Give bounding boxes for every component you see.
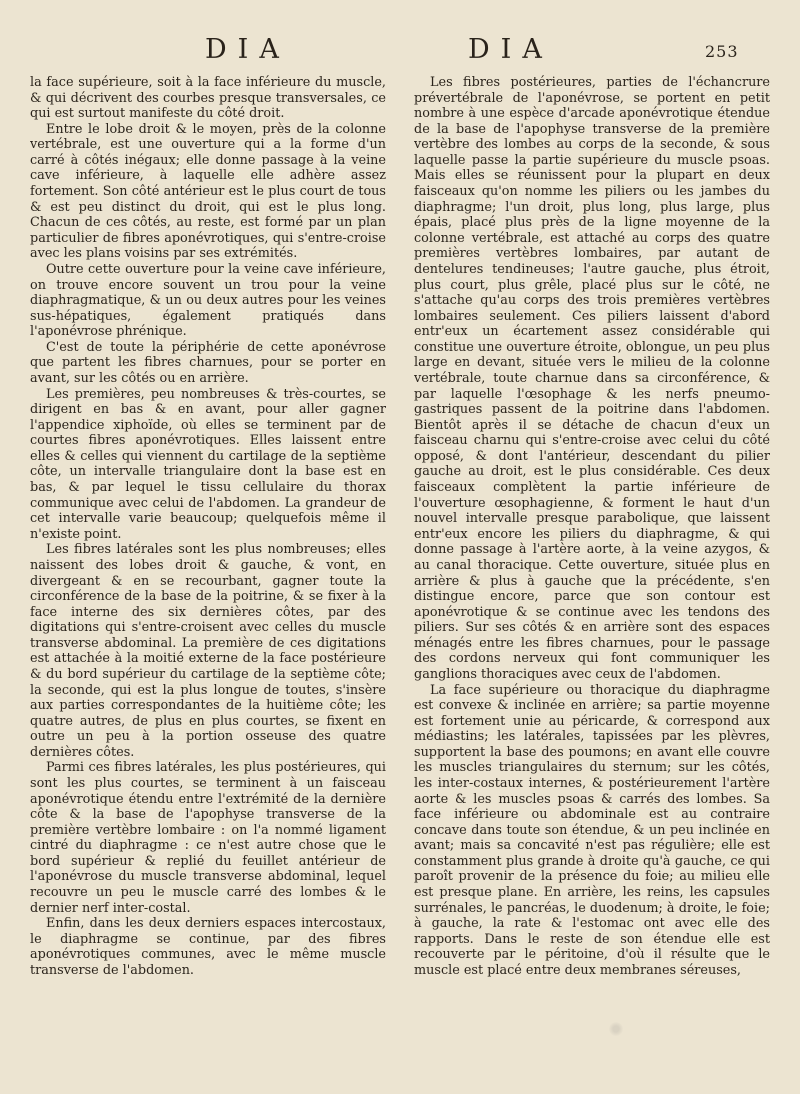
header-left-word: DIA	[205, 34, 290, 65]
running-header	[0, 34, 800, 64]
paragraph: Les premières, peu nombreuses & très-courtes, se dirigent en bas & en avant, pour aller gagner l'appendice xiphoïde, où elles se terminent par de courtes fibres aponévrotiques. Elles laissent entre elles & celles qui viennent du cartilage de la septième côte, un intervalle triangulaire dont la base est en bas, & par lequel le tissu cellulaire du thorax communique avec celui de l'abdomen. La grandeur de cet intervalle varie beaucoup; quelquefois même il n'existe point.	[30, 386, 386, 542]
paragraph: Les fibres postérieures, parties de l'échancrure prévertébrale de l'aponévrose, se portent en petit nombre à une espèce d'arcade aponévrotique étendue de la base de l'apophyse transverse de la première vertèbre des lombes au corps de la seconde, & sous laquelle passe la partie supérieure du muscle psoas. Mais elles se réunissent pour la plupart en deux faisceaux qu'on nomme les piliers ou les jambes du diaphragme; l'un droit, plus long, plus large, plus épais, placé plus près de la ligne moyenne de la colonne vertébrale, est attaché au corps des quatre premières vertèbres lombaires, par autant de dentelures tendineuses; l'autre gauche, plus étroit, plus court, plus grêle, placé plus sur le côté, ne s'attache qu'au corps des trois premières vertèbres lombaires seulement. Ces piliers laissent d'abord entr'eux un écartement assez considérable qui constitue une ouverture étroite, oblongue, un peu plus large en devant, située vers le milieu de la colonne vertébrale, toute charnue dans sa circonférence, & par laquelle l'œsophage & les nerfs pneumo-gastriques passent de la poitrine dans l'abdomen. Bientôt après il se détache de chacun d'eux un faisceau charnu qui s'entre-croise avec celui du côté opposé, & dont l'antérieur, descendant du pilier gauche au droit, est le plus considérable. Ces deux faisceaux complètent la partie inférieure de l'ouverture œsophagienne, & forment le haut d'un nouvel intervalle presque parabolique, que laissent entr'eux encore les piliers du diaphragme, & qui donne passage à l'artère aorte, à la veine azygos, & au canal thoracique. Cette ouverture, située plus en arrière & plus à gauche que la précédente, s'en distingue encore, parce que son contour est aponévrotique & se continue avec les tendons des piliers. Sur ses côtés & en arrière sont des espaces ménagés entre les fibres charnues, pour le passage des cordons nerveux qui font communiquer les ganglions thoraciques avec ceux de l'abdomen.	[414, 75, 770, 682]
paragraph: C'est de toute la périphérie de cette aponévrose que partent les fibres charnues, pour se porter en avant, sur les côtés ou en arrière.	[30, 339, 386, 386]
paragraph: Les fibres latérales sont les plus nombreuses; elles naissent des lobes droit & gauche, & vont, en divergeant & en se recourbant, gagner toute la circonférence de la base de la poitrine, & se fixer à la face interne des six dernières côtes, par des digitations qui s'entre-croisent avec celles du muscle transverse abdominal. La première de ces digitations est attachée à la moitié externe de la face postérieure & du bord supérieur du cartilage de la septième côte; la seconde, qui est la plus longue de toutes, s'insère aux parties correspondantes de la huitième côte; les quatre autres, de plus en plus courtes, se fixent en outre un peu à la portion osseuse des quatre dernières côtes.	[30, 542, 386, 760]
paragraph: Parmi ces fibres latérales, les plus postérieures, qui sont les plus courtes, se terminent à un faisceau aponévrotique étendu entre l'extrémité de la dernière côte & la base de l'apophyse transverse de la première vertèbre lombaire : on l'a nommé ligament cintré du diaphragme : ce n'est autre chose que le bord supérieur & replié du feuillet antérieur de l'aponévrose du muscle transverse abdominal, lequel recouvre un peu le muscle carré des lombes & le dernier nerf inter-costal.	[30, 760, 386, 916]
paragraph: Outre cette ouverture pour la veine cave inférieure, on trouve encore souvent un trou pour la veine diaphragmatique, & un ou deux autres pour les veines sus-hépatiques, également pratiqués dans l'aponévrose phrénique.	[30, 261, 386, 340]
paragraph: la face supérieure, soit à la face inférieure du muscle, & qui décrivent des courbes presque transversales, ce qui est surtout manifeste du côté droit.	[30, 75, 386, 122]
ink-smudge	[609, 1022, 623, 1036]
right-column	[414, 75, 770, 1075]
paragraph: La face supérieure ou thoracique du diaphragme est convexe & inclinée en arrière; sa partie moyenne est fortement unie au péricarde, & correspond aux médiastins; les latérales, tapissées par les plèvres, supportent la base des poumons; en avant elle couvre les muscles triangulaires du sternum; sur les côtés, les inter-costaux internes, & postérieurement l'artère aorte & les muscles psoas & carrés des lombes. Sa face inférieure ou abdominale est au contraire concave dans toute son étendue, & un peu inclinée en avant; mais sa concavité n'est pas régulière; elle est constamment plus grande à droite qu'à gauche, ce qui paroît provenir de la présence du foie; au milieu elle est presque plane. En arrière, les reins, les capsules surrénales, le pancréas, le duodenum; à droite, le foie; à gauche, la rate & l'estomac ont avec elle des rapports. Dans le reste de son étendue elle est recouverte par le péritoine, d'où il résulte que le muscle est placé entre deux membranes séreuses,	[414, 682, 770, 978]
page-number: 253	[705, 42, 739, 61]
paragraph: Enfin, dans les deux derniers espaces intercostaux, le diaphragme se continue, par des fibres aponévrotiques communes, avec le même muscle transverse de l'abdomen.	[30, 916, 386, 978]
left-column	[30, 75, 386, 1075]
paragraph: Entre le lobe droit & le moyen, près de la colonne vertébrale, est une ouverture qui a la forme d'un carré à côtés inégaux; elle donne passage à la veine cave inférieure, à laquelle elle adhère assez fortement. Son côté antérieur est le plus court de tous & est peu distinct du droit, qui est le plus long. Chacun de ces côtés, au reste, est formé par un plan particulier de fibres aponévrotiques, qui s'entre-croise avec les plans voisins par ses extrémités.	[30, 121, 386, 262]
header-center-word: DIA	[468, 34, 553, 65]
